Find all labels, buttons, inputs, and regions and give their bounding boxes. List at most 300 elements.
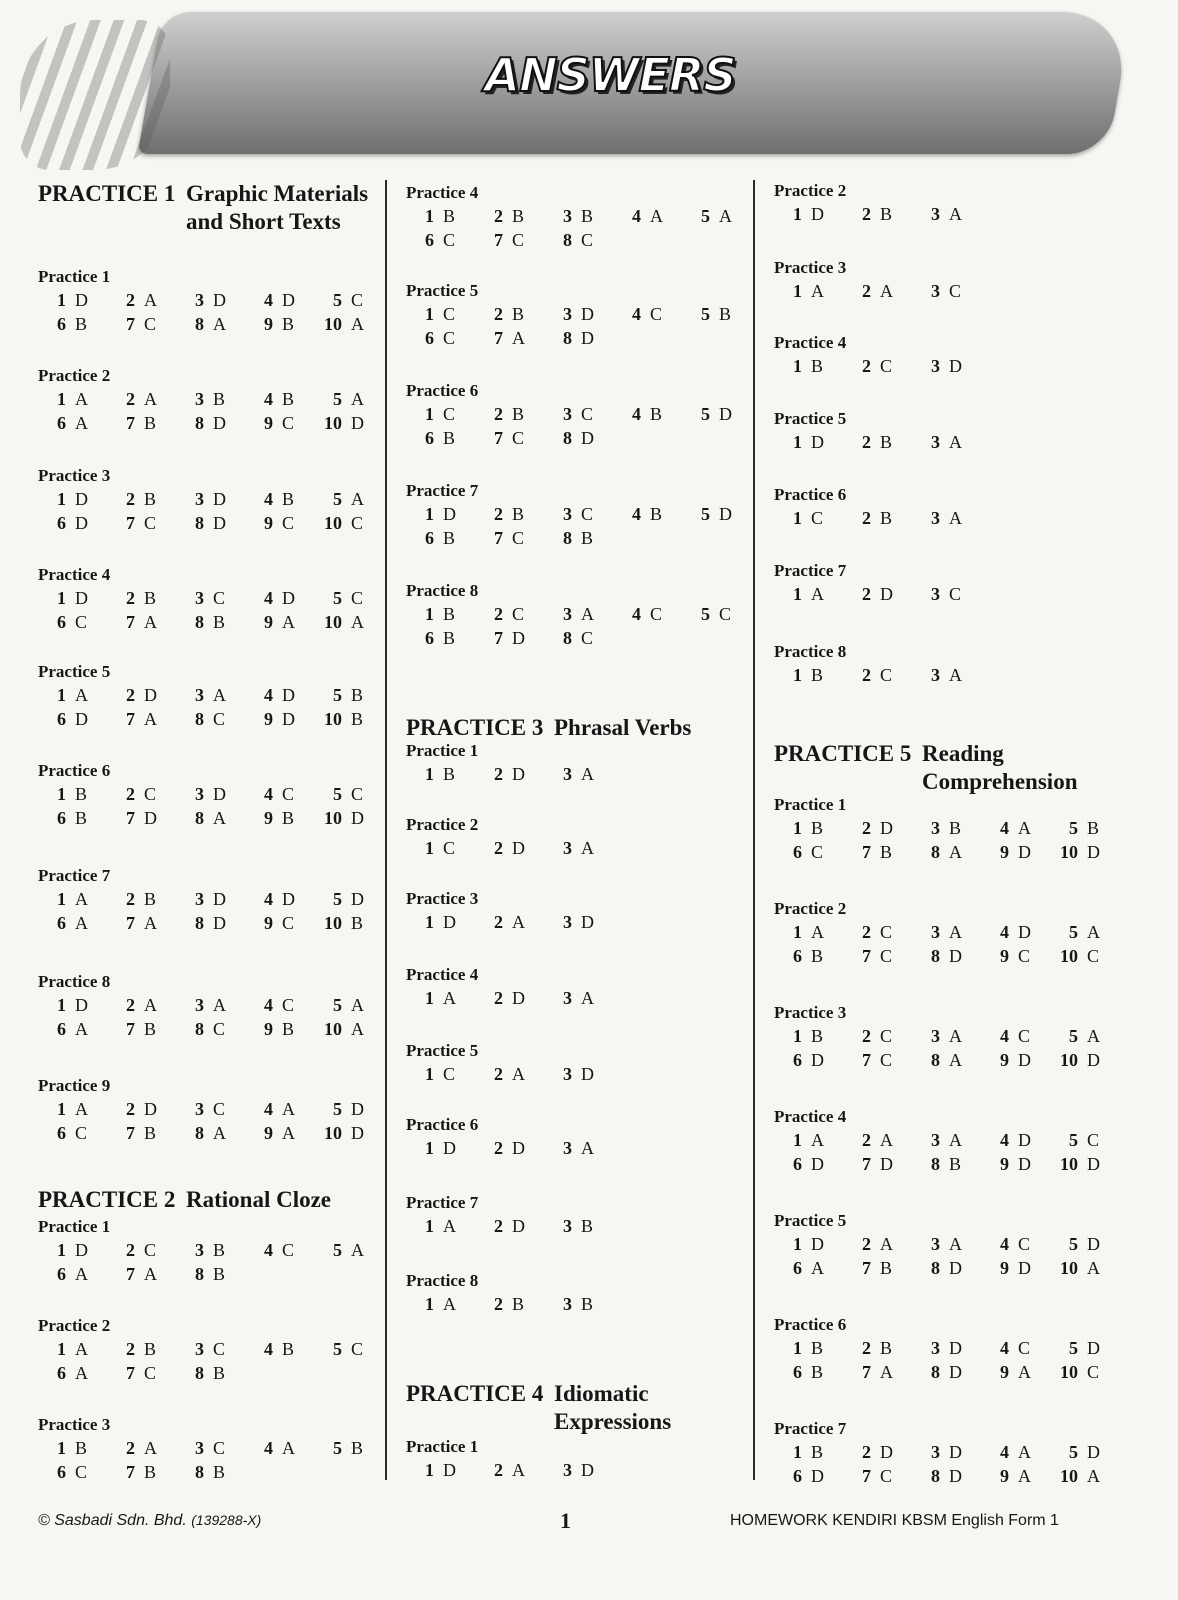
answer-item: [485, 1136, 554, 1160]
answer-item: [48, 288, 117, 312]
question-number: 4: [632, 404, 641, 424]
answer-item: [416, 762, 485, 786]
question-number: 7: [494, 528, 503, 548]
question-number: 5: [1069, 1442, 1078, 1462]
question-number: 8: [931, 1154, 940, 1174]
answer-item: [186, 411, 255, 435]
question-number: 3: [931, 665, 940, 685]
answer-item: [784, 1152, 853, 1176]
question-number: 6: [57, 413, 66, 433]
answer-item: [784, 920, 853, 944]
question-number: 6: [57, 1019, 66, 1039]
answer-row: [48, 1121, 373, 1145]
practice-block: [774, 180, 1114, 226]
answer-letter: D: [949, 356, 962, 376]
answer-item: [991, 1440, 1060, 1464]
answer-item: [853, 1152, 922, 1176]
practice-label: Practice 5: [774, 409, 847, 428]
question-number: 9: [1000, 1154, 1009, 1174]
answer-item: [255, 511, 324, 535]
question-number: 8: [195, 913, 204, 933]
answer-letter: A: [144, 612, 157, 632]
answer-item: [853, 1048, 922, 1072]
answer-item: [255, 1436, 324, 1460]
question-number: 5: [333, 889, 342, 909]
answer-letter: D: [1087, 1154, 1100, 1174]
practice-label: Practice 1: [406, 1437, 479, 1456]
answer-item: [485, 1292, 554, 1316]
answer-item: [922, 202, 991, 226]
answer-item: [554, 1062, 623, 1086]
answer-letter: A: [949, 508, 962, 528]
question-number: 3: [195, 784, 204, 804]
question-number: 3: [563, 1294, 572, 1314]
question-number: 6: [57, 709, 66, 729]
answer-item: [186, 511, 255, 535]
answer-item: [922, 279, 991, 303]
answer-row: [416, 228, 741, 252]
answer-letter: D: [75, 513, 88, 533]
answer-item: [485, 910, 554, 934]
question-number: 8: [195, 513, 204, 533]
column-3: [774, 180, 1114, 1486]
answer-row: [784, 816, 1114, 840]
answer-item: [186, 887, 255, 911]
question-number: 10: [324, 314, 342, 334]
answer-letter: A: [75, 1264, 88, 1284]
answer-letter: A: [213, 995, 226, 1015]
answer-item: [554, 402, 623, 426]
answer-row: [48, 387, 373, 411]
section-number: PRACTICE 3: [406, 715, 544, 740]
answer-letter: C: [282, 784, 295, 804]
answer-item: [692, 402, 761, 426]
answer-item: [922, 1128, 991, 1152]
answer-letter: C: [144, 513, 157, 533]
answer-item: [255, 610, 324, 634]
answer-letter: D: [811, 1154, 824, 1174]
answer-letter: C: [351, 513, 364, 533]
column-2: [406, 180, 741, 1480]
answer-item: [485, 402, 554, 426]
practice-label: Practice 5: [406, 1041, 479, 1060]
answer-item: [117, 1436, 186, 1460]
question-number: 2: [494, 1138, 503, 1158]
answer-letter: C: [443, 404, 456, 424]
answer-letter: B: [581, 1216, 594, 1236]
answer-letter: A: [512, 912, 525, 932]
section-number: PRACTICE 1: [38, 181, 176, 206]
answer-row: [784, 1464, 1114, 1488]
answer-item: [255, 1097, 324, 1121]
answer-item: [117, 288, 186, 312]
answer-item: [117, 993, 186, 1017]
answer-letter: B: [351, 1438, 364, 1458]
section-practice-5: [774, 740, 1114, 1486]
question-number: 1: [57, 389, 66, 409]
answer-item: [554, 502, 623, 526]
answer-item: [186, 1121, 255, 1145]
answer-item: [324, 1238, 393, 1262]
answer-letter: D: [1018, 842, 1031, 862]
question-number: 2: [862, 1130, 871, 1150]
question-number: 2: [494, 1460, 503, 1480]
answer-item: [623, 602, 692, 626]
answer-item: [485, 986, 554, 1010]
question-number: 1: [425, 1216, 434, 1236]
question-number: 5: [333, 389, 342, 409]
answer-item: [324, 487, 393, 511]
answer-letter: B: [650, 404, 663, 424]
answer-letter: B: [144, 588, 157, 608]
answer-letter: A: [581, 1138, 594, 1158]
answer-letter: A: [949, 1234, 962, 1254]
answer-letter: C: [512, 528, 525, 548]
page-title: ANSWERS: [484, 48, 736, 102]
answer-item: [922, 816, 991, 840]
answer-item: [554, 526, 623, 550]
question-number: 8: [195, 413, 204, 433]
question-number: 3: [563, 504, 572, 524]
answer-letter: D: [811, 1466, 824, 1486]
answer-item: [48, 782, 117, 806]
answer-letter: A: [75, 1099, 88, 1119]
answer-item: [922, 840, 991, 864]
answer-item: [255, 911, 324, 935]
question-number: 8: [931, 1258, 940, 1278]
answer-letter: B: [512, 206, 525, 226]
question-number: 6: [57, 612, 66, 632]
answer-item: [991, 1360, 1060, 1384]
question-number: 1: [57, 1099, 66, 1119]
answer-letter: D: [581, 304, 594, 324]
question-number: 8: [931, 1050, 940, 1070]
answer-letter: B: [1087, 818, 1100, 838]
answer-item: [48, 312, 117, 336]
question-number: 7: [126, 1019, 135, 1039]
question-number: 5: [1069, 1338, 1078, 1358]
section-heading: [774, 740, 1114, 796]
answer-item: [117, 610, 186, 634]
answer-item: [692, 302, 761, 326]
answer-item: [784, 1336, 853, 1360]
answer-letter: C: [351, 1339, 364, 1359]
answer-letter: D: [581, 1064, 594, 1084]
answer-item: [1060, 1464, 1129, 1488]
answer-row: [784, 1128, 1114, 1152]
answer-row: [416, 1458, 741, 1482]
question-number: 2: [862, 818, 871, 838]
answer-item: [1060, 1336, 1129, 1360]
question-number: 2: [494, 504, 503, 524]
question-number: 8: [195, 1264, 204, 1284]
answer-letter: D: [282, 588, 295, 608]
question-number: 5: [333, 290, 342, 310]
answer-item: [255, 993, 324, 1017]
question-number: 10: [324, 808, 342, 828]
question-number: 6: [425, 528, 434, 548]
answer-letter: D: [75, 290, 88, 310]
section-heading: [406, 1380, 741, 1436]
answer-letter: A: [75, 1363, 88, 1383]
question-number: 4: [264, 1438, 273, 1458]
answer-letter: C: [282, 413, 295, 433]
answer-row: [48, 683, 373, 707]
answer-letter: B: [512, 504, 525, 524]
question-number: 7: [862, 1362, 871, 1382]
practice-label: Practice 7: [406, 1193, 479, 1212]
answer-letter: B: [144, 889, 157, 909]
answer-row: [784, 1360, 1114, 1384]
answer-item: [623, 502, 692, 526]
answer-item: [416, 228, 485, 252]
answer-row: [416, 910, 741, 934]
answer-row: [784, 840, 1114, 864]
answer-item: [1060, 1048, 1129, 1072]
answer-letter: B: [880, 508, 893, 528]
answer-item: [853, 1464, 922, 1488]
question-number: 3: [563, 604, 572, 624]
answer-item: [554, 836, 623, 860]
answer-item: [186, 806, 255, 830]
answer-letter: B: [880, 432, 893, 452]
question-number: 3: [931, 432, 940, 452]
answer-letter: A: [512, 1064, 525, 1084]
answer-item: [48, 511, 117, 535]
question-number: 7: [494, 628, 503, 648]
answer-letter: D: [880, 1154, 893, 1174]
answer-letter: D: [719, 504, 732, 524]
question-number: 7: [126, 513, 135, 533]
question-number: 7: [494, 428, 503, 448]
answer-item: [186, 1436, 255, 1460]
answer-item: [784, 1464, 853, 1488]
answer-letter: D: [282, 685, 295, 705]
question-number: 10: [1060, 1154, 1078, 1174]
answer-letter: A: [949, 1130, 962, 1150]
answer-item: [324, 1337, 393, 1361]
answer-letter: C: [1087, 1130, 1100, 1150]
question-number: 4: [264, 290, 273, 310]
answer-letter: B: [880, 1258, 893, 1278]
answer-letter: D: [443, 504, 456, 524]
answer-item: [853, 279, 922, 303]
answer-row: [48, 312, 373, 336]
answer-item: [692, 602, 761, 626]
question-number: 1: [57, 995, 66, 1015]
practice-block: [774, 1418, 1114, 1488]
question-number: 10: [1060, 1466, 1078, 1486]
answer-item: [48, 1097, 117, 1121]
answer-item: [255, 806, 324, 830]
question-number: 2: [862, 1234, 871, 1254]
answer-item: [991, 1464, 1060, 1488]
answer-letter: B: [75, 784, 88, 804]
publisher-registration: (139288-X): [191, 1512, 262, 1528]
answer-item: [48, 911, 117, 935]
answer-letter: B: [811, 1362, 824, 1382]
question-number: 7: [494, 230, 503, 250]
answer-letter: A: [75, 913, 88, 933]
question-number: 1: [793, 584, 802, 604]
question-number: 10: [324, 709, 342, 729]
answer-letter: A: [949, 665, 962, 685]
answer-letter: A: [443, 988, 456, 1008]
question-number: 8: [195, 612, 204, 632]
answer-letter: A: [351, 995, 364, 1015]
question-number: 9: [264, 1019, 273, 1039]
question-number: 9: [1000, 1362, 1009, 1382]
book-subtitle: English Form 1: [951, 1512, 1059, 1529]
answer-item: [853, 1360, 922, 1384]
answer-letter: C: [581, 230, 594, 250]
question-number: 1: [425, 988, 434, 1008]
answer-row: [784, 202, 1114, 226]
answer-item: [117, 1337, 186, 1361]
answer-letter: D: [443, 912, 456, 932]
answer-letter: A: [949, 1050, 962, 1070]
answer-item: [255, 707, 324, 731]
answer-letter: A: [351, 1240, 364, 1260]
question-number: 1: [425, 604, 434, 624]
answer-letter: C: [719, 604, 732, 624]
answer-letter: D: [1087, 1442, 1100, 1462]
answer-item: [186, 1017, 255, 1041]
practice-block: [38, 365, 373, 435]
practice-block: [406, 280, 741, 350]
answer-letter: A: [1018, 1362, 1031, 1382]
answer-letter: B: [282, 1019, 295, 1039]
question-number: 4: [1000, 1338, 1009, 1358]
question-number: 10: [324, 513, 342, 533]
answer-row: [48, 806, 373, 830]
answer-letter: C: [512, 230, 525, 250]
question-number: 3: [931, 1338, 940, 1358]
answer-letter: A: [75, 889, 88, 909]
question-number: 10: [324, 1019, 342, 1039]
answer-item: [1060, 1024, 1129, 1048]
answer-letter: B: [719, 304, 732, 324]
practice-block: [38, 865, 373, 935]
section-title: Phrasal Verbs: [554, 715, 692, 740]
answer-row: [784, 506, 1114, 530]
question-number: 2: [494, 764, 503, 784]
answer-row: [416, 526, 741, 550]
answer-item: [784, 1048, 853, 1072]
practice-label: Practice 9: [38, 1076, 111, 1095]
practice-label: Practice 2: [406, 815, 479, 834]
question-number: 2: [862, 204, 871, 224]
question-number: 1: [425, 304, 434, 324]
answer-item: [416, 602, 485, 626]
practice-label: Practice 1: [38, 267, 111, 286]
question-number: 2: [126, 889, 135, 909]
question-number: 4: [1000, 818, 1009, 838]
question-number: 1: [793, 818, 802, 838]
question-number: 3: [931, 1442, 940, 1462]
question-number: 10: [1060, 946, 1078, 966]
answer-letter: B: [811, 1442, 824, 1462]
question-number: 2: [862, 1026, 871, 1046]
answer-item: [416, 502, 485, 526]
answer-item: [554, 204, 623, 228]
answer-letter: B: [581, 528, 594, 548]
question-number: 1: [793, 204, 802, 224]
question-number: 1: [793, 1026, 802, 1046]
question-number: 5: [333, 1339, 342, 1359]
answer-letter: C: [144, 1363, 157, 1383]
question-number: 2: [126, 389, 135, 409]
answer-letter: B: [351, 709, 364, 729]
question-number: 3: [563, 206, 572, 226]
question-number: 5: [333, 1240, 342, 1260]
answer-item: [117, 782, 186, 806]
question-number: 3: [931, 281, 940, 301]
answer-row: [48, 1262, 373, 1286]
practice-block: [774, 257, 1114, 303]
question-number: 4: [264, 784, 273, 804]
answer-letter: C: [880, 946, 893, 966]
practice-block: [38, 1414, 373, 1484]
question-number: 1: [57, 685, 66, 705]
answer-letter: A: [880, 1362, 893, 1382]
answer-item: [186, 1361, 255, 1385]
section-heading: [38, 1186, 373, 1214]
answer-letter: D: [351, 889, 364, 909]
answer-item: [255, 387, 324, 411]
answer-item: [117, 1017, 186, 1041]
answer-item: [186, 782, 255, 806]
practice-label: Practice 3: [38, 466, 111, 485]
practice-block: [774, 408, 1114, 454]
answer-item: [853, 202, 922, 226]
question-number: 5: [333, 1438, 342, 1458]
answer-row: [784, 1440, 1114, 1464]
question-number: 2: [494, 1064, 503, 1084]
answer-letter: A: [351, 489, 364, 509]
answer-letter: C: [581, 504, 594, 524]
answer-letter: C: [443, 838, 456, 858]
answer-item: [48, 387, 117, 411]
answer-item: [554, 228, 623, 252]
answer-item: [922, 663, 991, 687]
practice-label: Practice 6: [406, 1115, 479, 1134]
answer-item: [324, 312, 393, 336]
question-number: 1: [425, 206, 434, 226]
answer-letter: C: [880, 1466, 893, 1486]
answer-letter: C: [282, 995, 295, 1015]
answer-letter: C: [282, 513, 295, 533]
answer-item: [922, 1440, 991, 1464]
answer-item: [853, 1336, 922, 1360]
answer-letter: C: [213, 1438, 226, 1458]
answer-item: [324, 1097, 393, 1121]
answer-letter: A: [581, 764, 594, 784]
answer-item: [324, 1017, 393, 1041]
answer-letter: B: [581, 206, 594, 226]
practice-label: Practice 3: [774, 258, 847, 277]
question-number: 2: [862, 584, 871, 604]
answer-item: [324, 911, 393, 935]
answer-item: [554, 762, 623, 786]
question-number: 9: [264, 612, 273, 632]
question-number: 4: [264, 1240, 273, 1260]
answer-letter: A: [144, 290, 157, 310]
answer-item: [48, 993, 117, 1017]
answer-letter: D: [1018, 1154, 1031, 1174]
answer-item: [255, 782, 324, 806]
answer-letter: D: [1087, 842, 1100, 862]
